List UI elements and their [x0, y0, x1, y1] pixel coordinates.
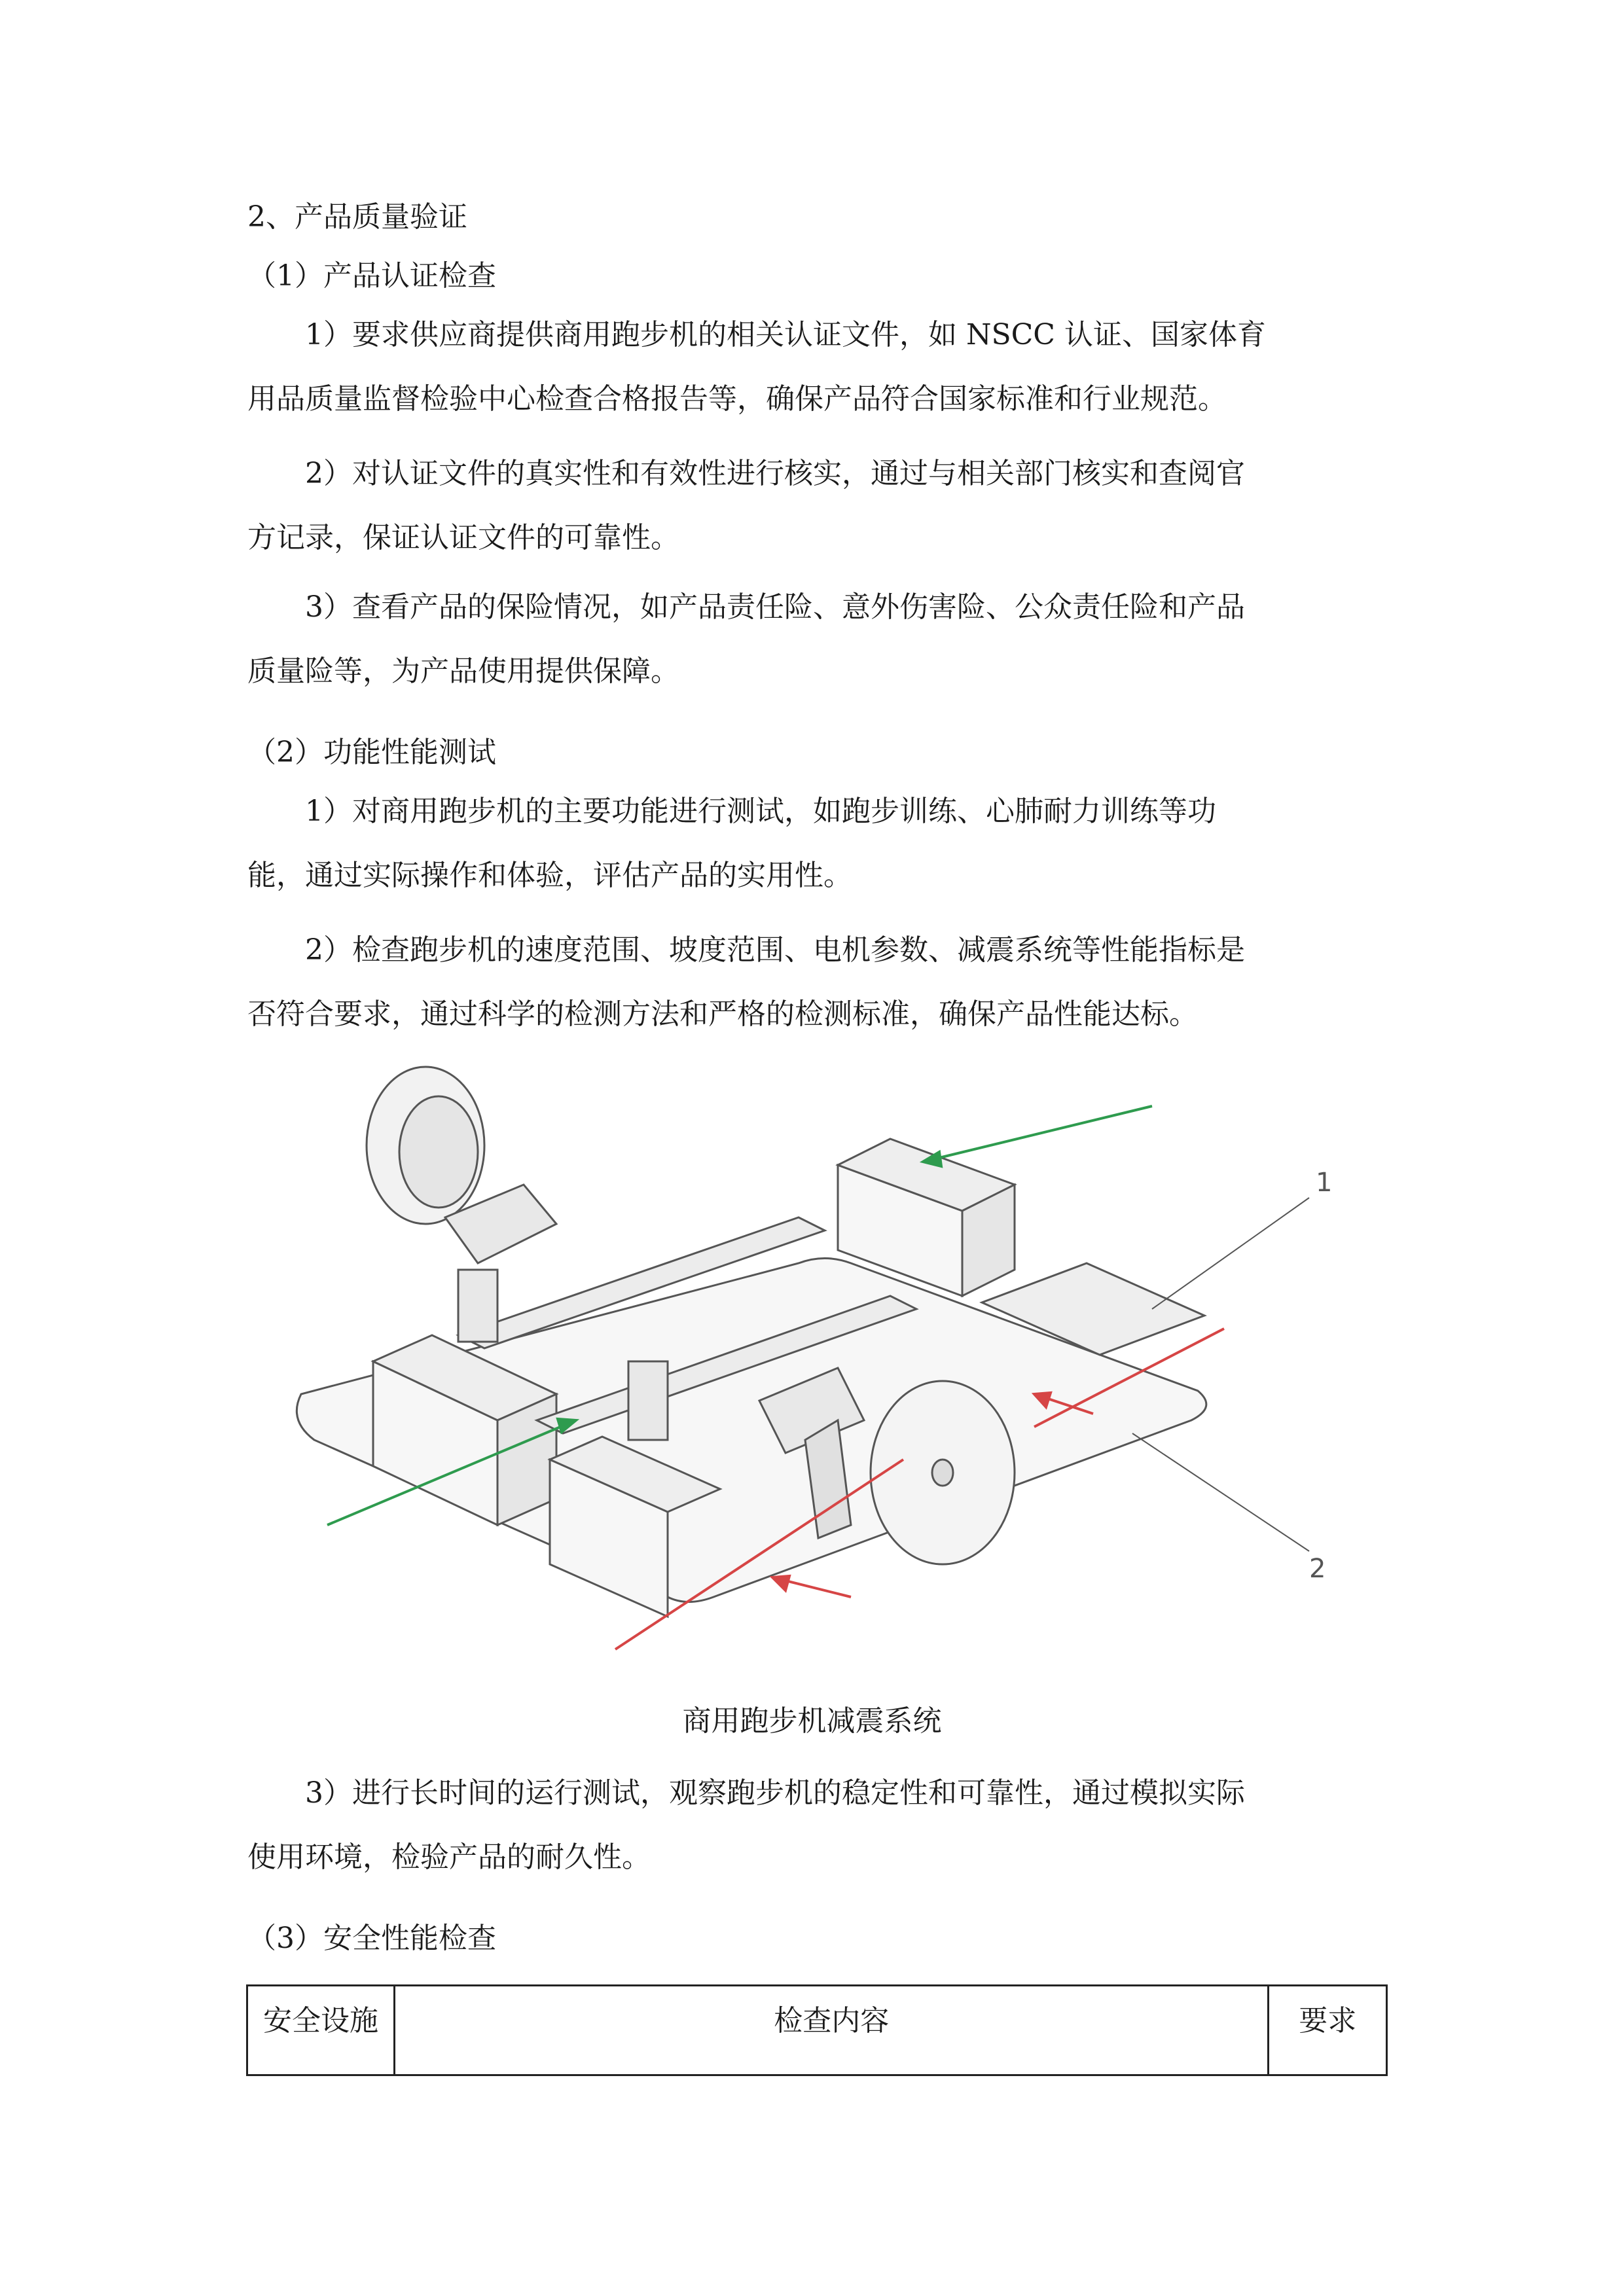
- safety-check-table: [246, 1984, 1388, 2076]
- paragraph-3-line-1: 3）查看产品的保险情况，如产品责任险、意外伤害险、公众责任险和产品: [305, 590, 1245, 624]
- paragraph-6-line-2: 使用环境，检验产品的耐久性。: [247, 1840, 651, 1874]
- paragraph-6-line-1: 3）进行长时间的运行测试，观察跑步机的稳定性和可靠性，通过模拟实际: [305, 1776, 1245, 1810]
- table-header-cell: 检查内容: [395, 1986, 1269, 2075]
- subsection-title-2: （2）功能性能测试: [247, 736, 496, 769]
- callout-1: 1: [1316, 1168, 1333, 1198]
- figure-caption: 商用跑步机减震系统: [682, 1704, 942, 1738]
- paragraph-2-line-2: 方记录，保证认证文件的可靠性。: [247, 521, 679, 554]
- table-header-cell: 要求: [1269, 1986, 1387, 2075]
- treadmill-suspension-diagram: [262, 1054, 1368, 1689]
- paragraph-3-line-2: 质量险等，为产品使用提供保障。: [247, 655, 679, 688]
- subsection-title-3: （3）安全性能检查: [247, 1922, 496, 1955]
- diagram-drawing: [262, 1054, 1368, 1689]
- green-arrow-upper: [923, 1106, 1152, 1162]
- paragraph-1-line-1: 1）要求供应商提供商用跑步机的相关认证文件，如 NSCC 认证、国家体育: [305, 318, 1266, 351]
- paragraph-5-line-2: 否符合要求，通过科学的检测方法和严格的检测标准，确保产品性能达标。: [247, 997, 1198, 1031]
- table-header-row: [247, 1986, 1387, 2075]
- callout-2: 2: [1309, 1554, 1326, 1584]
- section-heading: 2、产品质量验证: [247, 200, 467, 234]
- paragraph-1-line-2: 用品质量监督检验中心检查合格报告等，确保产品符合国家标准和行业规范。: [247, 382, 1227, 416]
- subsection-title-1: （1）产品认证检查: [247, 259, 496, 293]
- paragraph-4-line-1: 1）对商用跑步机的主要功能进行测试，如跑步训练、心肺耐力训练等功: [305, 795, 1216, 828]
- paragraph-5-line-1: 2）检查跑步机的速度范围、坡度范围、电机参数、减震系统等性能指标是: [305, 933, 1245, 967]
- table-header-cell: 安全设施: [247, 1986, 395, 2075]
- callout-leader-1: [1152, 1198, 1309, 1309]
- callout-leader-2: [1132, 1433, 1309, 1551]
- paragraph-4-line-2: 能，通过实际操作和体验，评估产品的实用性。: [247, 859, 852, 892]
- paragraph-2-line-1: 2）对认证文件的真实性和有效性进行核实，通过与相关部门核实和查阅官: [305, 457, 1245, 490]
